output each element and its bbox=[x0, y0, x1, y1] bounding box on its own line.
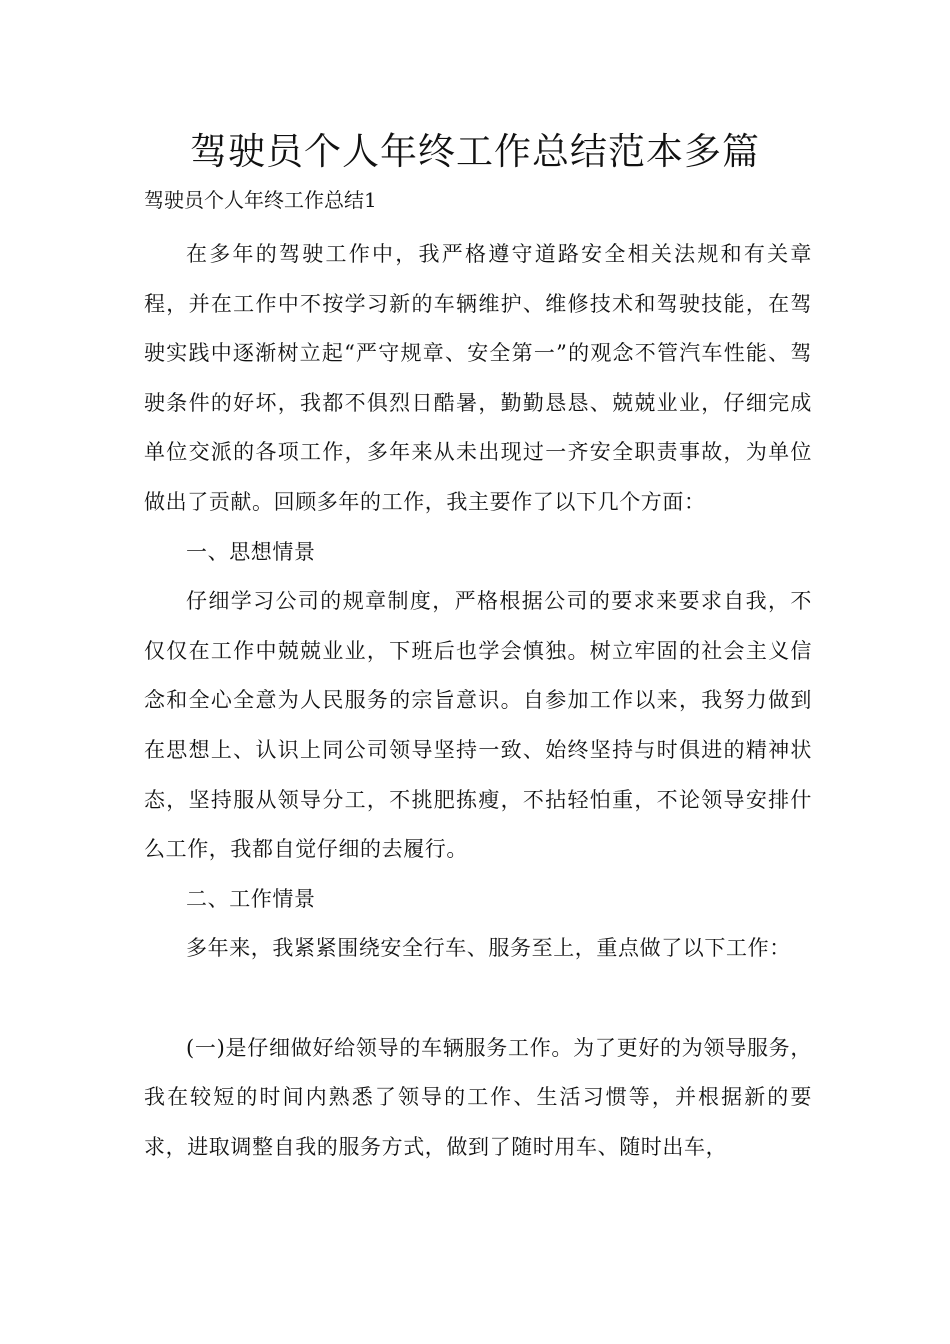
paragraph-work-intro: 多年来，我紧紧围绕安全行车、服务至上，重点做了以下工作： bbox=[186, 936, 791, 961]
document-body bbox=[144, 230, 812, 1172]
heading-work: 二、工作情景 bbox=[186, 886, 316, 911]
heading-thinking: 一、思想情景 bbox=[186, 539, 316, 564]
document-title: 驾驶员个人年终工作总结范本多篇 bbox=[190, 130, 760, 173]
section-subtitle: 驾驶员个人年终工作总结1 bbox=[144, 188, 377, 212]
paragraph-intro: 在多年的驾驶工作中，我严格遵守道路安全相关法规和有关章程，并在工作中不按学习新的车辆维护、维修技术和驾驶技能，在驾驶实践中逐渐树立起“严守规章、安全第一”的观念不管汽车性能、驾驶条件的好坏，我都不俱烈日酷暑，勤勤恳恳、兢兢业业，仔细完成单位交派的各项工作，多年来从未出现过一齐安全职责事故，为单位做出了贡献。回顾多年的工作，我主要作了以下几个方面： bbox=[144, 242, 812, 514]
paragraph-work-item-1: (一)是仔细做好给领导的车辆服务工作。为了更好的为领导服务，我在较短的时间内熟悉了领导的工作、生活习惯等，并根据新的要求，进取调整自我的服务方式，做到了随时用车、随时出车， bbox=[144, 1035, 812, 1159]
paragraph-thinking: 仔细学习公司的规章制度，严格根据公司的要求来要求自我，不仅仅在工作中兢兢业业，下班后也学会慎独。树立牢固的社会主义信念和全心全意为人民服务的宗旨意识。自参加工作以来，我努力做到在思想上、认识上同公司领导坚持一致、始终坚持与时俱进的精神状态，坚持服从领导分工，不挑肥拣瘦，不拈轻怕重，不论领导安排什么工作，我都自觉仔细的去履行。 bbox=[144, 589, 812, 862]
